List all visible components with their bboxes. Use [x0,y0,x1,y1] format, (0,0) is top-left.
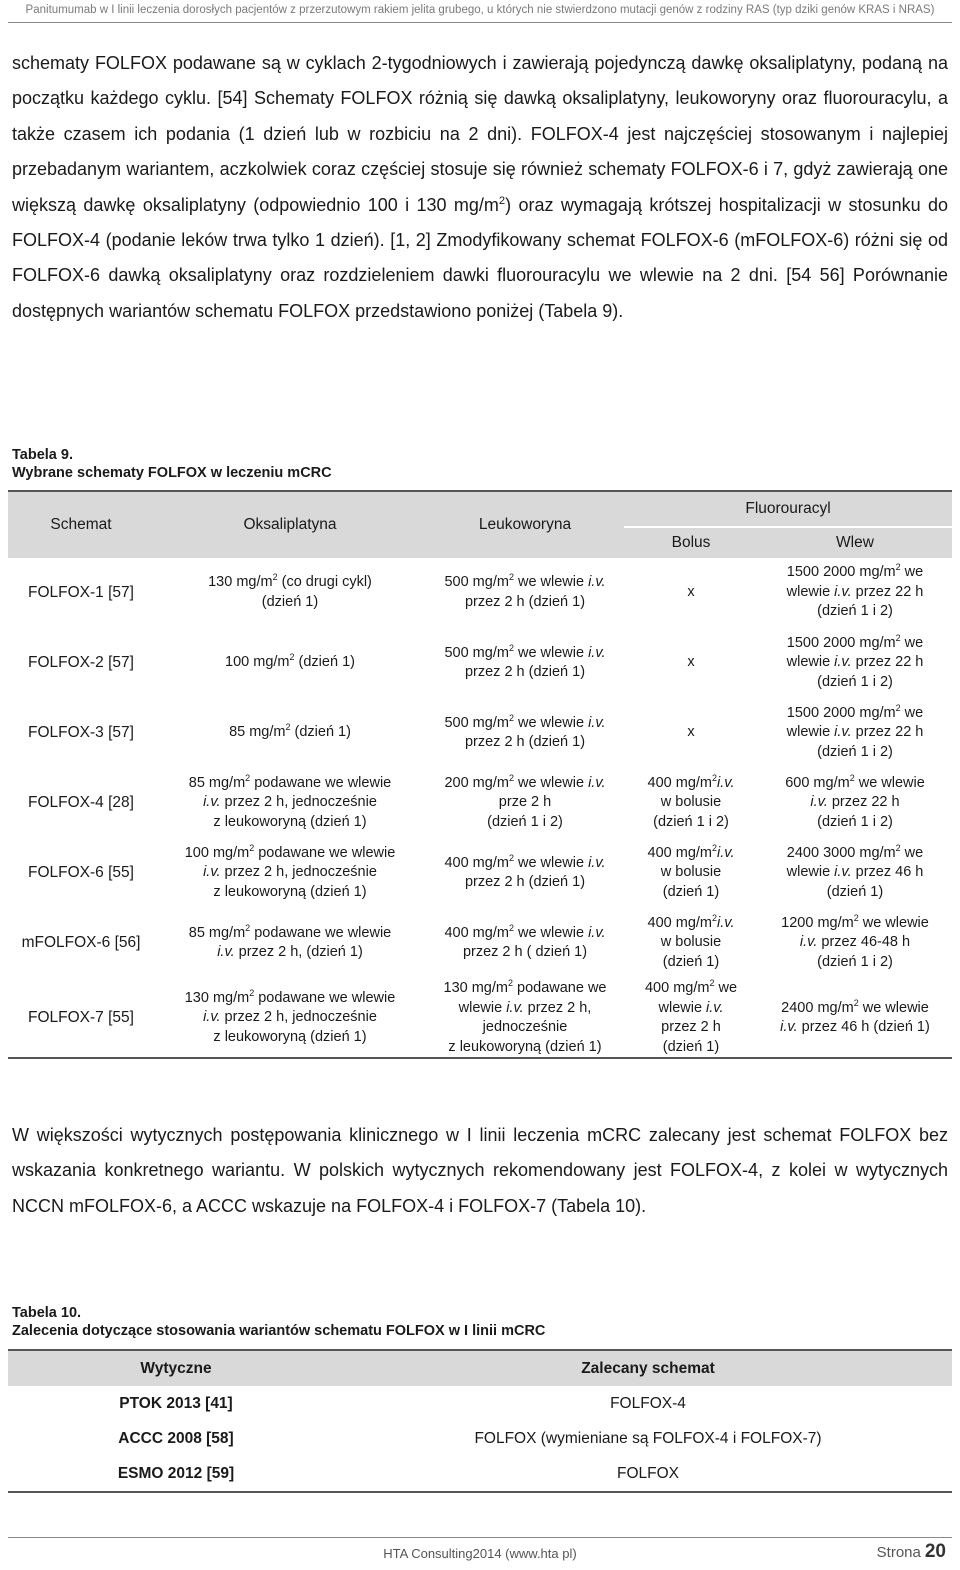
table-row [8,628,952,698]
cell-wytyczne: ACCC 2008 [58] [118,1429,234,1447]
cell-wlew: 1500 2000 $mg/m^2$ we wlewie i.v. przez 22 h (dzień 1 i 2) [758,698,952,768]
table-guidelines [8,1349,952,1493]
cell-schemat: FOLFOX-4 [28] [8,768,154,838]
cell-oksaliplatyna: 130 $mg/m^2$ (co drugi cykl) (dzień 1) [154,558,426,628]
table-row [8,908,952,978]
cell-oksaliplatyna: 85 $mg/m^2$ podawane we wlewie i.v. przez 2 h, (dzień 1) [154,908,426,978]
cell-wlew: 2400 $mg/m^2$ we wlewie i.v. przez 46 h (dzień 1) [758,978,952,1058]
cell-bolus: 400 $mg/m^2i.v$. w bolusie (dzień 1) [624,838,758,908]
cell-bolus: 400 $mg/m^2$ we wlewie i.v. przez 2 h (dzień 1) [624,978,758,1058]
cell-oksaliplatyna: 85 $mg/m^2$ podawane we wlewie i.v. przez 2 h, jednocześnie z leukoworyną (dzień 1) [154,768,426,838]
cell-wlew: 600 $mg/m^2$ we wlewie i.v. przez 22 h (dzień 1 i 2) [758,768,952,838]
paragraph-guidelines: W większości wytycznych postępowania klinicznego w I linii leczenia mCRC zalecany jest schemat FOLFOX bez wskazania konkretnego wariantu. W polskich wytycznych rekomendowany jest FOLFOX-4, z kolei w wytycznych NCCN mFOLFOX-6, a ACCC wskazuje na FOLFOX-4 i FOLFOX-7 (Tabela 10). [12,1125,948,1216]
table-row [8,1386,952,1421]
cell-leukoworyna: 400 $mg/m^2$ we wlewie i.v. przez 2 h ( dzień 1) [426,908,624,978]
table10-label: Tabela 10. [12,1305,82,1321]
cell-leukoworyna: 500 $mg/m^2$ we wlewie i.v. przez 2 h (dzień 1) [426,558,624,628]
cell-oksaliplatyna: 85 $mg/m^2$ (dzień 1) [154,698,426,768]
cell-leukoworyna: 400 $mg/m^2$ we wlewie i.v. przez 2 h (dzień 1) [426,838,624,908]
col-header-oksaliplatyna: Oksaliplatyna [154,491,426,558]
cell-wlew: 1500 2000 $mg/m^2$ we wlewie i.v. przez 22 h (dzień 1 i 2) [758,628,952,698]
page-number [877,1541,946,1563]
table-row [8,768,952,838]
col-header-wytyczne: Wytyczne [8,1350,344,1386]
table-row [8,838,952,908]
cell-schemat: FOLFOX-2 [57] [8,628,154,698]
col-header-leukoworyna: Leukoworyna [426,491,624,558]
col-header-zalecany-schemat: Zalecany schemat [344,1350,952,1386]
cell-wlew: 2400 3000 $mg/m^2$ we wlewie i.v. przez 46 h (dzień 1) [758,838,952,908]
table9-caption [12,446,332,482]
cell-schemat: FOLFOX [616,1464,679,1482]
page-label: Strona [876,1544,921,1561]
cell-schemat: FOLFOX (wymieniane są FOLFOX-4 i FOLFOX-7) [474,1429,822,1447]
table9-title: Wybrane schematy FOLFOX w leczeniu mCRC [12,465,332,481]
cell-bolus: x [624,698,758,768]
cell-wlew: 1200 $mg/m^2$ we wlewie i.v. przez 46-48 h (dzień 1 i 2) [758,908,952,978]
cell-schemat: FOLFOX-4 [610,1394,686,1412]
col-header-fluorouracyl: Fluorouracyl [624,491,952,527]
cell-leukoworyna: 500 $mg/m^2$ we wlewie i.v. przez 2 h (dzień 1) [426,698,624,768]
para1-sup: 2 [498,194,506,207]
footer-divider [8,1537,952,1538]
table9-label: Tabela 9. [12,447,73,463]
table-row [8,1456,952,1492]
cell-wlew: 1500 2000 $mg/m^2$ we wlewie i.v. przez 22 h (dzień 1 i 2) [758,558,952,628]
table10-title: Zalecenia dotyczące stosowania wariantów schematu FOLFOX w I linii mCRC [12,1323,546,1339]
table-row [8,978,952,1058]
cell-oksaliplatyna: 100 $mg/m^2$ (dzień 1) [154,628,426,698]
cell-schemat: mFOLFOX-6 [56] [8,908,154,978]
table-folfox-schemes [8,490,952,1059]
cell-oksaliplatyna: 130 $mg/m^2$ podawane we wlewie i.v. przez 2 h, jednocześnie z leukoworyną (dzień 1) [154,978,426,1058]
col-header-wlew: Wlew [758,527,952,558]
cell-leukoworyna: 200 $mg/m^2$ we wlewie i.v. prze 2 h (dzień 1 i 2) [426,768,624,838]
col-header-schemat: Schemat [8,491,154,558]
cell-bolus: x [624,558,758,628]
table-row [8,1421,952,1456]
cell-wytyczne: ESMO 2012 [59] [117,1464,235,1482]
table-row [8,558,952,628]
para1-text-a: schematy FOLFOX podawane są w cyklach 2-tygodniowych i zawierają pojedynczą dawkę oksaliplatyny, podaną na początku każdego cyklu. [54] Schematy FOLFOX różnią się dawką oksaliplatyny, leukoworyny oraz fluorouracylu, a także czasem ich podania (1 dzień lub w rozbiciu na 2 dni). FOLFOX-4 jest najczęściej stosowanym i najlepiej przebadanym wariantem, aczkolwiek coraz częściej stosuje się również schematy FOLFOX-6 i 7, gdyż zawierają one większą dawkę oksaliplatyny (odpowiednio 100 i 130 mg/m [12,53,948,215]
cell-bolus: x [624,628,758,698]
para1-text-b: ) oraz wymagają krótszej hospitalizacji w stosunku do FOLFOX-4 (podanie leków trwa tylko 1 dzień). [1, 2] Zmodyfikowany schemat FOLFOX-6 (mFOLFOX-6) różni się od FOLFOX-6 dawką oksaliplatyny oraz rozdzieleniem dawki fluorouracylu we wlewie na 2 dni. [54 56] Porównanie dostępnych wariantów schematu FOLFOX przedstawiono poniżej (Tabela 9). [12,194,948,321]
table-row [8,698,952,768]
running-header: Panitumumab w I linii leczenia dorosłych pacjentów z przerzutowym rakiem jelita grubego, u których nie stwierdzono mutacji genów z rodziny RAS (typ dziki genów KRAS i NRAS) [25,4,935,16]
cell-schemat: FOLFOX-6 [55] [8,838,154,908]
cell-bolus: 400 $mg/m^2i.v$. w bolusie (dzień 1) [624,908,758,978]
header-divider [8,22,952,23]
cell-wytyczne: PTOK 2013 [41] [119,1394,233,1412]
cell-bolus: 400 $mg/m^2i.v$. w bolusie (dzień 1 i 2) [624,768,758,838]
cell-schemat: FOLFOX-7 [55] [8,978,154,1058]
col-header-bolus: Bolus [624,527,758,558]
paragraph-folfox-intro [12,46,948,329]
cell-leukoworyna: 130 $mg/m^2$ podawane we wlewie i.v. przez 2 h, jednocześnie z leukoworyną (dzień 1) [426,978,624,1058]
footer-publisher: HTA Consulting2014 (www.hta pl) [383,1546,577,1561]
page-number-value: 20 [924,1541,946,1562]
cell-schemat: FOLFOX-3 [57] [8,698,154,768]
cell-leukoworyna: 500 $mg/m^2$ we wlewie i.v. przez 2 h (dzień 1) [426,628,624,698]
cell-schemat: FOLFOX-1 [57] [8,558,154,628]
cell-oksaliplatyna: 100 $mg/m^2$ podawane we wlewie i.v. przez 2 h, jednocześnie z leukoworyną (dzień 1) [154,838,426,908]
table10-caption [12,1304,545,1340]
